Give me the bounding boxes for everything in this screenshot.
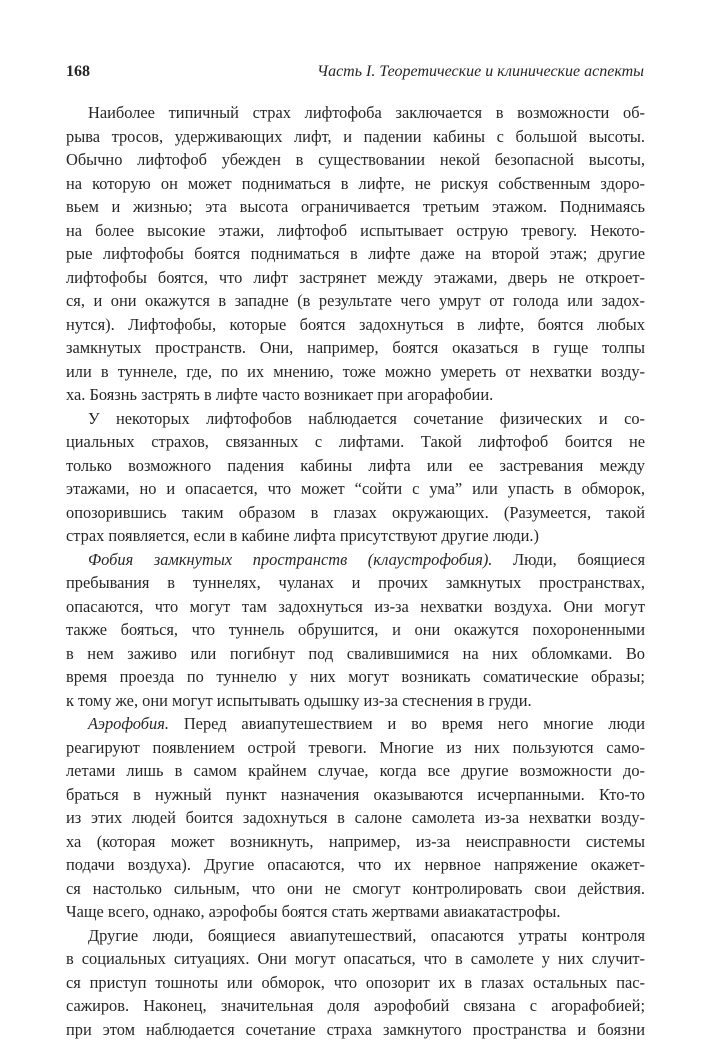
line-text: нутся). Лифтофобы, которые боятся задохнуться в лифте, боятся любых [66, 315, 645, 334]
text-line [66, 289, 645, 313]
line-text: к тому же, они могут испытывать одышку из-за стеснения в груди. [66, 691, 532, 710]
text-line [66, 712, 645, 736]
text-line [66, 242, 645, 266]
text-line [66, 806, 645, 830]
line-text: на которую он может подниматься в лифте, не рискуя собственным здоро- [66, 174, 645, 193]
line-text: на более высокие этажи, лифтофоб испытывает острую тревогу. Некото- [66, 221, 645, 240]
text-line [66, 336, 645, 360]
line-text: рыва тросов, удерживающих лифт, и падении кабины с большой высоты. [66, 127, 645, 146]
text-line [66, 313, 645, 337]
line-text: ся настолько сильным, что они не смогут контролировать свои действия. [66, 879, 645, 898]
line-text: Перед авиапутешествием и во время него многие люди [169, 714, 645, 733]
line-text: время проезда по туннелю у них могут возникать соматические образы; [66, 667, 645, 686]
text-line [66, 430, 645, 454]
text-line [66, 383, 645, 407]
text-line [66, 407, 645, 431]
line-text: вьем и жизнью; эта высота ограничивается третьим этажом. Поднимаясь [66, 197, 645, 216]
line-text: из этих людей боится задохнуться в салоне самолета из-за нехватки возду- [66, 808, 645, 827]
text-line [66, 595, 645, 619]
text-line [66, 571, 645, 595]
line-text: циальных страхов, связанных с лифтами. Такой лифтофоб боится не [66, 432, 645, 451]
text-line [66, 501, 645, 525]
body-text [66, 101, 645, 1041]
text-line [66, 900, 645, 924]
line-text: Наиболее типичный страх лифтофоба заключается в возможности об- [88, 103, 645, 122]
text-line [66, 548, 645, 572]
line-text: сажиров. Наконец, значительная доля аэрофобий связана с агорафобией; [66, 996, 645, 1015]
text-line [66, 454, 645, 478]
line-text: летами лишь в самом крайнем случае, когда все другие возможности до- [66, 761, 645, 780]
line-text: У некоторых лифтофобов наблюдается сочетание физических и со- [88, 409, 645, 428]
text-line [66, 924, 645, 948]
line-text: страх появляется, если в кабине лифта присутствуют другие люди.) [66, 526, 539, 545]
line-text: лифтофобы боятся, что лифт застрянет между этажами, дверь не откроет- [66, 268, 645, 287]
text-line [66, 172, 645, 196]
text-line [66, 853, 645, 877]
text-line [66, 665, 645, 689]
line-text: замкнутых пространств. Они, например, боятся оказаться в гуще толпы [66, 338, 645, 357]
text-line [66, 783, 645, 807]
text-line [66, 642, 645, 666]
line-text: ха. Боязнь застрять в лифте часто возникает при агорафобии. [66, 385, 493, 404]
text-line [66, 360, 645, 384]
line-text: Чаще всего, однако, аэрофобы боятся стать жертвами авиакатастрофы. [66, 902, 560, 921]
line-text: пребывания в туннелях, чуланах и прочих замкнутых пространствах, [66, 573, 645, 592]
text-line [66, 1018, 645, 1041]
text-line [66, 994, 645, 1018]
line-text: рые лифтофобы боятся подниматься в лифте даже на второй этаж; другие [66, 244, 645, 263]
text-line [66, 219, 645, 243]
line-text: ся, и они окажутся в западне (в результате чего умрут от голода или задох- [66, 291, 645, 310]
text-line [66, 524, 645, 548]
running-head: Часть I. Теоретические и клинические аспекты [317, 62, 644, 82]
text-line [66, 830, 645, 854]
line-text: в нем заживо или погибнут под свалившимися на них обломками. Во [66, 644, 645, 663]
line-text: этажами, но и опасается, что может “сойти с ума” или упасть в обморок, [66, 479, 645, 498]
text-line [66, 877, 645, 901]
line-text: или в туннеле, где, по их мнению, тоже можно умереть от нехватки возду- [66, 362, 645, 381]
text-line [66, 689, 645, 713]
line-text: подачи воздуха). Другие опасаются, что их нервное напряжение окажет- [66, 855, 645, 874]
text-line [66, 101, 645, 125]
text-line [66, 477, 645, 501]
line-text: опозорившись таким образом в глазах окружающих. (Разумеется, такой [66, 503, 645, 522]
line-text: ся приступ тошноты или обморок, что опозорит их в глазах остальных пас- [66, 973, 645, 992]
line-text: ха (которая может возникнуть, например, из-за неисправности системы [66, 832, 645, 851]
line-text: Другие люди, боящиеся авиапутешествий, опасаются утраты контроля [88, 926, 645, 945]
text-line [66, 759, 645, 783]
line-text: Люди, боящиеся [492, 550, 645, 569]
text-line [66, 618, 645, 642]
page-number: 168 [66, 62, 90, 82]
text-line [66, 148, 645, 172]
line-text: браться в нужный пункт назначения оказываются исчерпанными. Кто-то [66, 785, 645, 804]
text-line [66, 195, 645, 219]
text-line [66, 947, 645, 971]
text-line [66, 971, 645, 995]
line-text: опасаются, что могут там задохнуться из-за нехватки воздуха. Они могут [66, 597, 645, 616]
line-text: также бояться, что туннель обрушится, и они окажутся похороненными [66, 620, 645, 639]
italic-heading: Аэрофобия. [88, 714, 169, 733]
line-text: только возможного падения кабины лифта или ее застревания между [66, 456, 645, 475]
text-line [66, 266, 645, 290]
italic-heading: Фобия замкнутых пространств (клаустрофобия). [88, 550, 492, 569]
line-text: Обычно лифтофоб убежден в существовании некой безопасной высоты, [66, 150, 645, 169]
text-line [66, 736, 645, 760]
text-line [66, 125, 645, 149]
line-text: в социальных ситуациях. Они могут опасаться, что в самолете у них случит- [66, 949, 645, 968]
line-text: реагируют появлением острой тревоги. Многие из них пользуются само- [66, 738, 645, 757]
line-text: при этом наблюдается сочетание страха замкнутого пространства и боязни [66, 1020, 645, 1039]
